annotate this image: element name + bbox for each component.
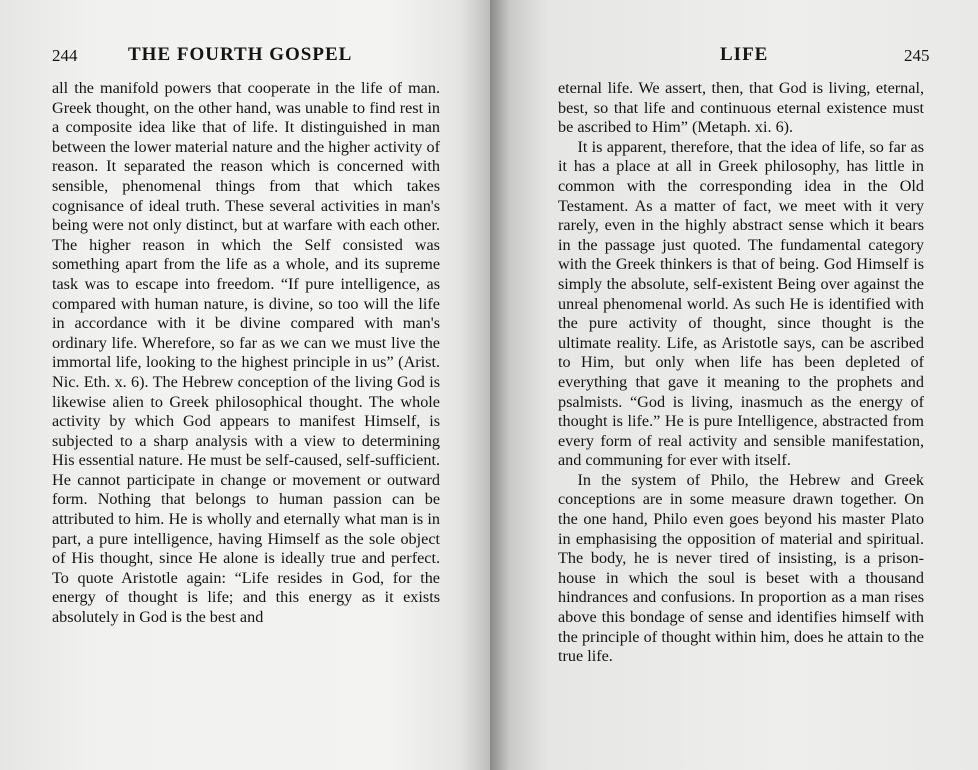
left-running-title: THE FOURTH GOSPEL	[128, 44, 353, 65]
left-page-header	[52, 40, 452, 70]
right-running-title: LIFE	[720, 44, 769, 65]
right-paragraph-3: In the system of Philo, the Hebrew and Greek conceptions are in some measure drawn together. On the one hand, Philo even goes beyond his master Plato in emphasising the opposition of material and spiritual. The body, he is never tired of insisting, is a prison-house in which the soul is beset with a thousand hindrances and confusions. In proportion as a man rises above this bondage of sense and identifies himself with the principle of thought within him, does he attain to the true life.	[558, 470, 924, 666]
right-page	[490, 0, 978, 770]
right-page-number: 245	[904, 46, 930, 65]
right-page-header	[560, 40, 960, 70]
left-paragraph-1: all the manifold powers that cooperate in the life of man. Greek thought, on the other hand, was unable to find rest in a composite idea like that of life. It distinguished in man between the lower material nature and the higher activity of reason. It separated the reason which is concerned with sensible, phenomenal things from that which takes cognisance of ideal truth. These several activities in man's being were not only distinct, but at warfare with each other. The higher reason in which the Self consisted was something apart from the life as a whole, and its supreme task was to escape into freedom. “If pure intelligence, as compared with human nature, is divine, so too will the life in accordance with it be divine compared with man's ordinary life. Wherefore, so far as we can we must live the immortal life, looking to the highest principle in us” (Arist. Nic. Eth. x. 6). The Hebrew conception of the living God is likewise alien to Greek philosophical thought. The whole activity by which God appears to manifest Himself, is subjected to a sharp analysis with a view to determining His essential nature. He must be self-caused, self-sufficient. He cannot participate in change or movement or outward form. Nothing that belongs to human passion can be attributed to him. He is wholly and eternally what man is in part, a pure intelligence, having Himself as the sole object of His thought, since He alone is ideally true and perfect. To quote Aristotle again: “Life resides in God, for the energy of thought is life; and this energy as it exists absolutely in God is the best and	[52, 79, 440, 627]
left-page-number: 244	[52, 46, 78, 65]
right-paragraph-2: It is apparent, therefore, that the idea of life, so far as it has a place at all in Greek philosophy, has little in common with the corresponding idea in the Old Testament. As a matter of fact, we meet with it very rarely, even in the highly abstract sense which it bears in the passage just quoted. The fundamental category with the Greek thinkers is that of being. God Himself is simply the absolute, self-existent Being over against the unreal phenomenal world. As such He is identified with the pure activity of thought, since thought is the ultimate reality. Life, as Aristotle says, can be ascribed to Him, but only when life has been depleted of everything that gave it meaning to the prophets and psalmists. “God is living, inasmuch as the energy of thought is life.” He is pure Intelligence, abstracted from every form of real activity and sensible manifestation, and communing for ever with itself.	[558, 137, 924, 470]
right-paragraph-1: eternal life. We assert, then, that God is living, eternal, best, so that life and continuous eternal existence must be ascribed to Him” (Metaph. xi. 6).	[558, 79, 924, 137]
left-page-body	[52, 79, 440, 628]
right-page-body	[558, 79, 924, 667]
